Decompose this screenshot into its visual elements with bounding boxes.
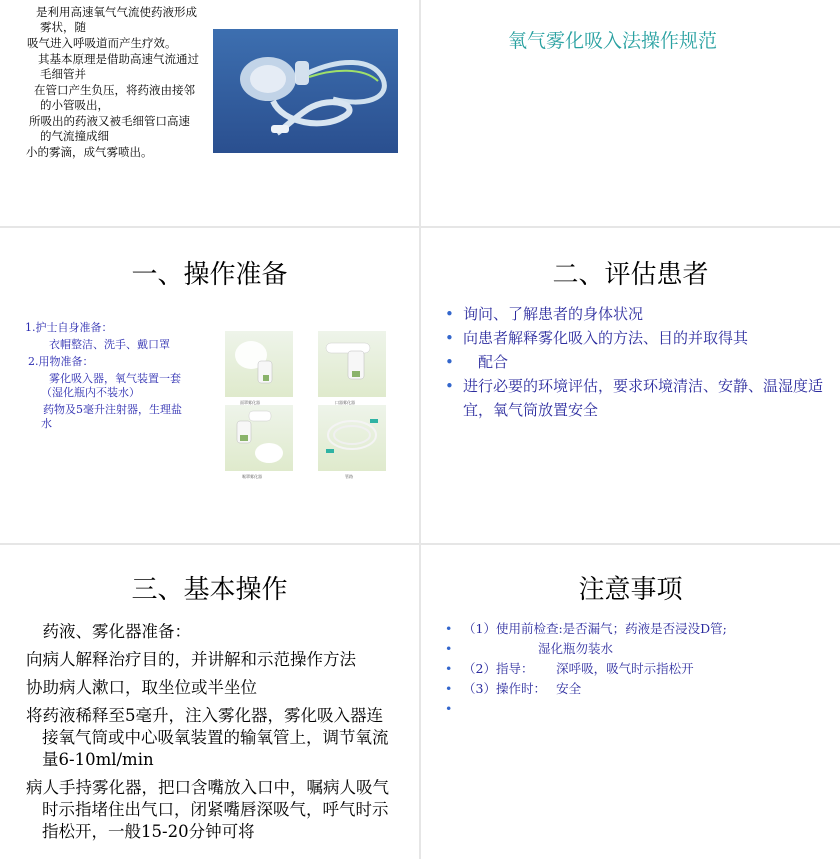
slide-4 bbox=[421, 228, 840, 543]
slide-2 bbox=[421, 0, 840, 226]
list-item: • 进行必要的环境评估，要求环境清洁、安静、温湿度适宜，氧气筒放置安全 bbox=[443, 374, 828, 422]
nebulizer-photo bbox=[213, 29, 398, 153]
text-line: 是利用高速氧气气流使药液形成 bbox=[36, 5, 197, 19]
paragraph: 向病人解释治疗目的，并讲解和示范操作方法 bbox=[26, 650, 356, 669]
text-line: 雾状，随 bbox=[40, 20, 86, 34]
slide-title: 氧气雾化吸入法操作规范 bbox=[508, 30, 718, 52]
list-item: • 向患者解释雾化吸入的方法、目的并取得其 bbox=[443, 326, 828, 350]
photo-caption: 面罩雾化器 bbox=[240, 400, 260, 405]
text-line: 的小管吸出， bbox=[40, 98, 109, 112]
text-line: 其基本原理是借助高速气流通过 bbox=[38, 52, 199, 66]
text-line: 药物及5毫升注射器，生理盐 bbox=[43, 403, 182, 416]
text-line: 水 bbox=[41, 417, 52, 430]
list-item: • 湿化瓶勿装水 bbox=[443, 639, 828, 659]
photo-caption: 喉罩雾化器 bbox=[242, 474, 262, 479]
slide-1 bbox=[0, 0, 419, 226]
body-text bbox=[26, 621, 394, 849]
photo-caption: 管路 bbox=[345, 474, 353, 479]
paragraph: 将药液稀释至5毫升，注入雾化器，雾化吸入器连接氧气筒或中心吸氧装置的输氧管上，调节氧流量6-10ml/min bbox=[26, 706, 389, 769]
text-line: 的气流撞成细 bbox=[40, 129, 109, 143]
photo-caption: 口器雾化器 bbox=[335, 400, 355, 405]
text-line: 2.用物准备： bbox=[28, 355, 94, 368]
slide-title: 一、操作准备 bbox=[131, 260, 288, 290]
list-item: • （3）操作时： 安全 bbox=[443, 679, 828, 699]
slide-6 bbox=[421, 545, 840, 859]
tracheal-nebulizer-photo bbox=[225, 405, 293, 471]
tubing-photo bbox=[318, 405, 386, 471]
slide-title: 三、基本操作 bbox=[131, 575, 288, 605]
list-item: • （2）指导： 深呼吸，吸气时示指松开 bbox=[443, 659, 828, 679]
list-item: • 配合 bbox=[443, 350, 828, 374]
slide-5 bbox=[0, 545, 419, 859]
text-line: （湿化瓶内不装水） bbox=[41, 386, 140, 399]
text-line: 小的雾滴，成气雾喷出。 bbox=[26, 145, 153, 159]
paragraph: 病人手持雾化器，把口含嘴放入口中，嘱病人吸气时示指堵住出气口，闭紧嘴唇深吸气，呼气时示指松开，一般15-20分钟可将 bbox=[26, 778, 389, 841]
text-line: 雾化吸入器，氧气装置一套 bbox=[49, 372, 181, 385]
list-item: • 询问、了解患者的身体状况 bbox=[443, 302, 828, 326]
text-line: 衣帽整洁、洗手、戴口罩 bbox=[49, 338, 170, 351]
slide-title: 注意事项 bbox=[578, 575, 683, 605]
bullet-list bbox=[443, 619, 828, 699]
paragraph: 协助病人漱口，取坐位或半坐位 bbox=[26, 678, 257, 697]
bullet-list bbox=[443, 302, 828, 422]
mouthpiece-nebulizer-photo bbox=[318, 331, 386, 397]
text-line: 在管口产生负压，将药液由接邻 bbox=[34, 83, 195, 97]
text-line: 吸气进入呼吸道而产生疗效。 bbox=[27, 36, 177, 50]
text-line: 1.护士自身准备： bbox=[25, 321, 113, 334]
mask-nebulizer-photo bbox=[225, 331, 293, 397]
text-line: 毛细管并 bbox=[40, 67, 86, 81]
paragraph: 药液、雾化器准备： bbox=[26, 622, 191, 641]
slide-3 bbox=[0, 228, 419, 543]
list-item: • （1）使用前检查:是否漏气；药液是否浸没D管; bbox=[443, 619, 828, 639]
text-line: 所吸出的药液又被毛细管口高速 bbox=[29, 114, 190, 128]
slide-title: 二、评估患者 bbox=[552, 260, 709, 290]
